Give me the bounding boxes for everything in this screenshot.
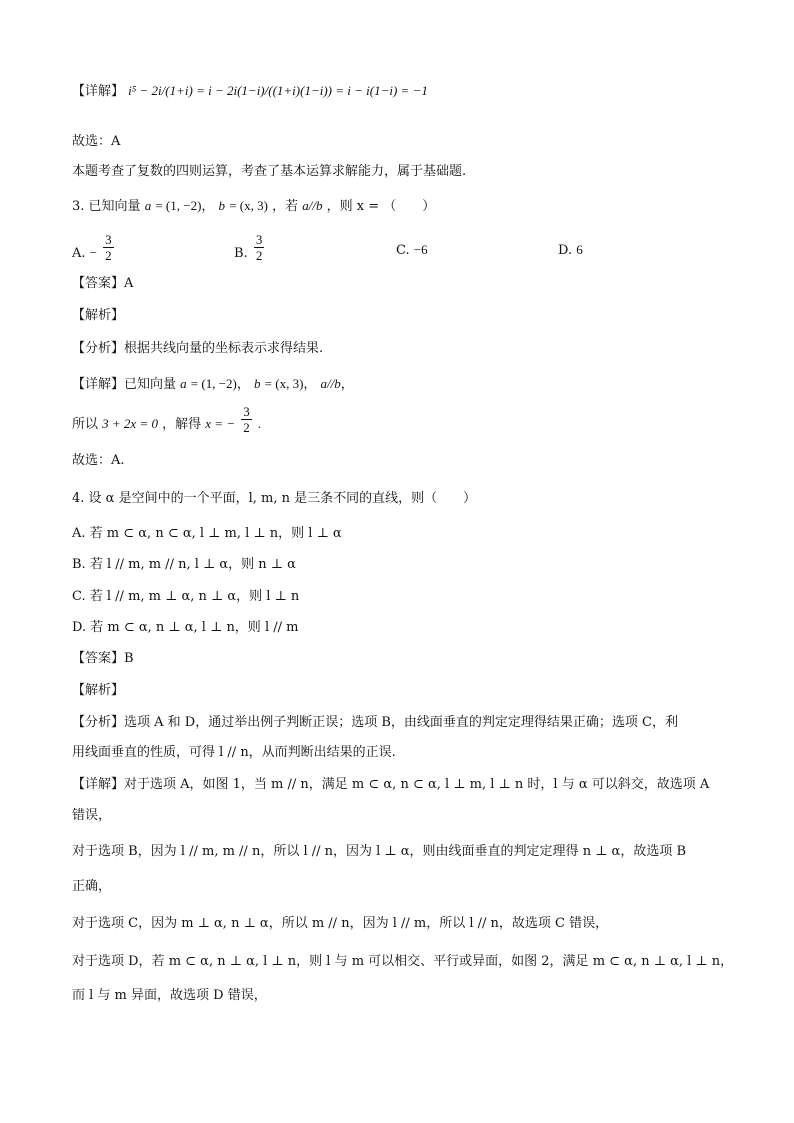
option-a-value: − (89, 245, 98, 260)
vector-b: b (218, 198, 226, 213)
so-prefix: 所以 (72, 417, 99, 432)
q3-option-d (558, 241, 583, 260)
so-period: . (257, 416, 262, 431)
q3-analysis-point: 【分析】根据共线向量的坐标表示求得结果. (72, 341, 324, 356)
q4-option-c: C. 若 l // m, m ⊥ α, n ⊥ α，则 l ⊥ n (72, 589, 300, 604)
detail-equation: i⁵ − 2i/(1+i) = i − 2i(1−i)/((1+i)(1−i)) = i − i(1−i) = −1 (128, 83, 428, 98)
q4-detail-5: 对于选项 C，因为 m ⊥ α, n ⊥ α，所以 m // n，因为 l // m，所以 l // n，故选项 C 错误， (72, 916, 609, 931)
q4-detail-6: 对于选项 D，若 m ⊂ α, n ⊥ α, l ⊥ n，则 l 与 m 可以相交、平行或异面，如图 2，满足 m ⊂ α, n ⊥ α, l ⊥ n， (72, 954, 734, 969)
q4-detail-7: 而 l 与 m 异面，故选项 D 错误， (72, 988, 267, 1003)
option-b-label: B. (234, 246, 248, 261)
q4-option-d: D. 若 m ⊂ α, n ⊥ α, l ⊥ n，则 l // m (72, 620, 299, 635)
q3-answer: 【答案】A (72, 276, 134, 291)
option-d-label: D. (558, 243, 573, 258)
q4-analysis-1: 【分析】选项 A 和 D，通过举出例子判断正误；选项 B，由线面垂直的判定定理得结果正确；选项 C，利 (72, 715, 678, 730)
option-c-value: −6 (413, 242, 428, 257)
q4-analysis-tag: 【解析】 (72, 683, 125, 698)
q4-detail-4: 正确， (72, 879, 112, 894)
q2-detail-line (72, 82, 428, 101)
q3-option-b (234, 232, 266, 263)
q2-summary: 本题考查了复数的四则运算，考查了基本运算求解能力，属于基础题. (72, 164, 467, 179)
option-b-frac: $\frac{3}{2}$ (255, 232, 263, 263)
q3-option-c (396, 241, 428, 260)
q3-stem: 3. 已知向量 a = (1, −2)， b = (x, 3) ，若 a//b ，则 x = （ ） (72, 198, 436, 214)
q4-answer: 【答案】B (72, 651, 134, 666)
detail-vector-a: a (180, 376, 187, 391)
q3-detail-prefix: 【详解】已知向量 (72, 377, 177, 392)
q4-detail-3: 对于选项 B，因为 l // m, m // n，所以 l // n，因为 l ⊥ α，则由线面垂直的判定定理得 n ⊥ α，故选项 B (72, 844, 687, 859)
q3-option-a (72, 232, 116, 263)
q4-detail-2: 错误， (72, 808, 112, 823)
q4-option-a: A. 若 m ⊂ α, n ⊂ α, l ⊥ m, l ⊥ n，则 l ⊥ α (72, 526, 342, 541)
option-d-value: 6 (576, 242, 583, 257)
so-result: x = − (205, 416, 236, 431)
q3-so (72, 404, 262, 435)
vector-a: a (144, 198, 152, 213)
q2-answer-line: 故选：A (72, 134, 121, 149)
q4-detail-1: 【详解】对于选项 A，如图 1，当 m // n，满足 m ⊂ α, n ⊂ α, l ⊥ m, l ⊥ n 时，l 与 α 可以斜交，故选项 A (72, 777, 710, 792)
so-mid: ，解得 (162, 417, 202, 432)
q3-detail: 【详解】已知向量 a = (1, −2)， b = (x, 3)， a//b， (72, 376, 354, 392)
q3-stem-prefix: 3. 已知向量 (72, 199, 141, 214)
vector-a-value: = (1, −2) (155, 198, 202, 213)
vector-b-value: = (x, 3) (229, 198, 268, 213)
option-c-label: C. (396, 243, 410, 258)
q3-condition: a//b (302, 198, 323, 213)
option-a-label: A. (72, 246, 86, 261)
detail-condition: a//b (320, 376, 341, 391)
detail-vector-b-value: = (x, 3) (264, 376, 304, 391)
q3-choose: 故选：A. (72, 453, 125, 468)
q3-options (72, 232, 712, 270)
option-a-frac: $\frac{3}{2}$ (105, 232, 112, 263)
so-equation: 3 + 2x = 0 (102, 416, 158, 431)
so-result-frac: $\frac{3}{2}$ (243, 404, 250, 435)
q4-analysis-2: 用线面垂直的性质，可得 l // n，从而判断出结果的正误. (72, 745, 396, 760)
q3-cond-prefix: ，若 (272, 199, 299, 214)
detail-tag: 【详解】 (72, 84, 125, 99)
q3-analysis-tag: 【解析】 (72, 308, 125, 323)
detail-vector-a-value: = (1, −2) (190, 376, 237, 391)
detail-vector-b: b (254, 376, 261, 391)
q4-stem: 4. 设 α 是空间中的一个平面，l, m, n 是三条不同的直线，则（ ） (72, 491, 477, 506)
q4-option-b: B. 若 l // m, m // n, l ⊥ α，则 n ⊥ α (72, 557, 296, 572)
q3-ask: ，则 x = （ ） (326, 199, 436, 214)
